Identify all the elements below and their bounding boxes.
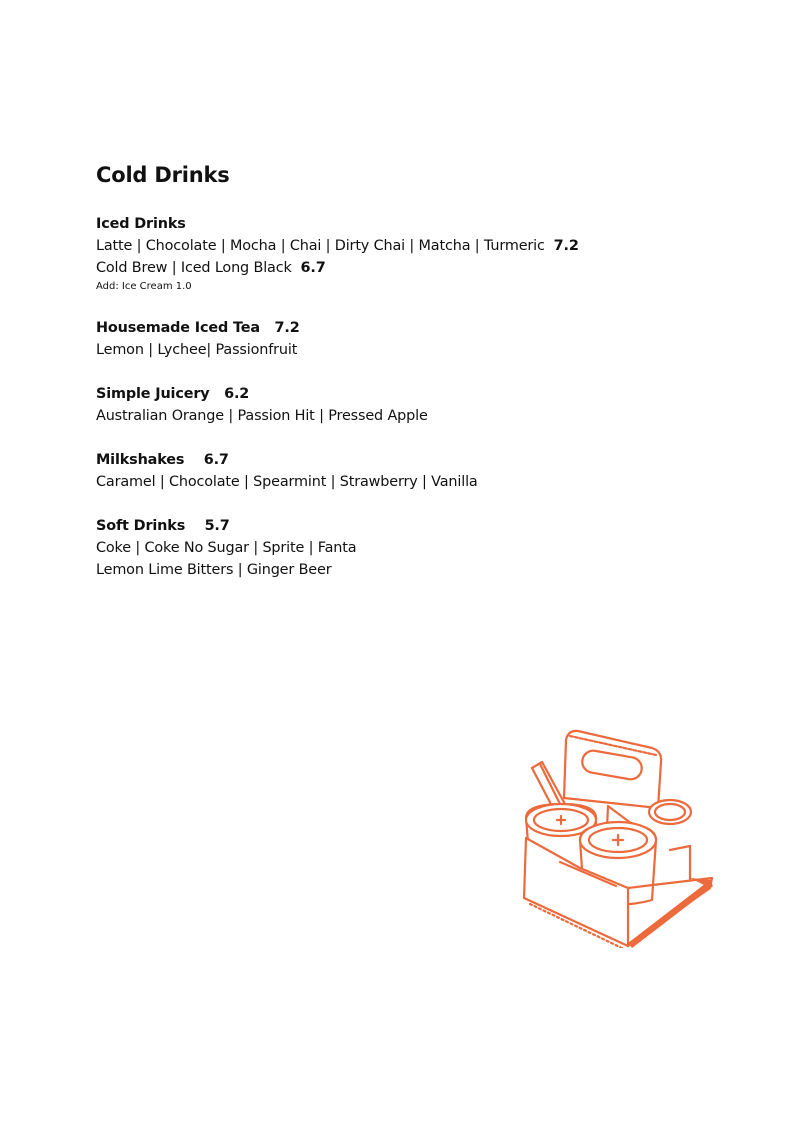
section-iced-drinks xyxy=(96,213,579,295)
section-iced-tea xyxy=(96,317,300,361)
menu-item-line xyxy=(96,405,428,427)
menu-item-price: 6.7 xyxy=(300,260,326,276)
menu-item-price: 7.2 xyxy=(553,238,579,254)
menu-items-text: Lemon | Lychee| Passionfruit xyxy=(96,342,298,358)
section-soft-drinks xyxy=(96,515,356,581)
section-milkshakes xyxy=(96,449,478,493)
menu-item-line xyxy=(96,559,356,581)
menu-items-text: Australian Orange | Passion Hit | Pressed Apple xyxy=(96,408,428,424)
section-heading xyxy=(96,515,356,537)
section-price: 6.2 xyxy=(224,386,250,402)
section-heading xyxy=(96,383,428,405)
section-heading xyxy=(96,213,579,235)
menu-items-text: Latte | Chocolate | Mocha | Chai | Dirty Chai | Matcha | Turmeric xyxy=(96,238,545,254)
section-heading-label: Iced Drinks xyxy=(96,216,186,232)
section-heading xyxy=(96,449,478,471)
add-on-note: Add: Ice Cream 1.0 xyxy=(96,281,192,292)
menu-item-line xyxy=(96,537,356,559)
menu-item-line xyxy=(96,339,300,361)
menu-items-text: Coke | Coke No Sugar | Sprite | Fanta xyxy=(96,540,357,556)
section-simple-juicery xyxy=(96,383,428,427)
section-heading xyxy=(96,317,300,339)
section-price: 6.7 xyxy=(203,452,229,468)
menu-item-line xyxy=(96,471,478,493)
page-title: Cold Drinks xyxy=(96,163,230,187)
section-heading-label: Simple Juicery xyxy=(96,386,210,402)
menu-item-line xyxy=(96,257,579,279)
menu-item-line xyxy=(96,235,579,257)
section-heading-label: Milkshakes xyxy=(96,452,185,468)
section-heading-label: Soft Drinks xyxy=(96,518,186,534)
section-price: 5.7 xyxy=(204,518,230,534)
menu-items-text: Lemon Lime Bitters | Ginger Beer xyxy=(96,562,332,578)
menu-items-text: Caramel | Chocolate | Spearmint | Strawberry | Vanilla xyxy=(96,474,478,490)
drink-carrier-icon xyxy=(520,728,716,948)
section-heading-label: Housemade Iced Tea xyxy=(96,320,260,336)
menu-items-text: Cold Brew | Iced Long Black xyxy=(96,260,292,276)
section-price: 7.2 xyxy=(274,320,300,336)
